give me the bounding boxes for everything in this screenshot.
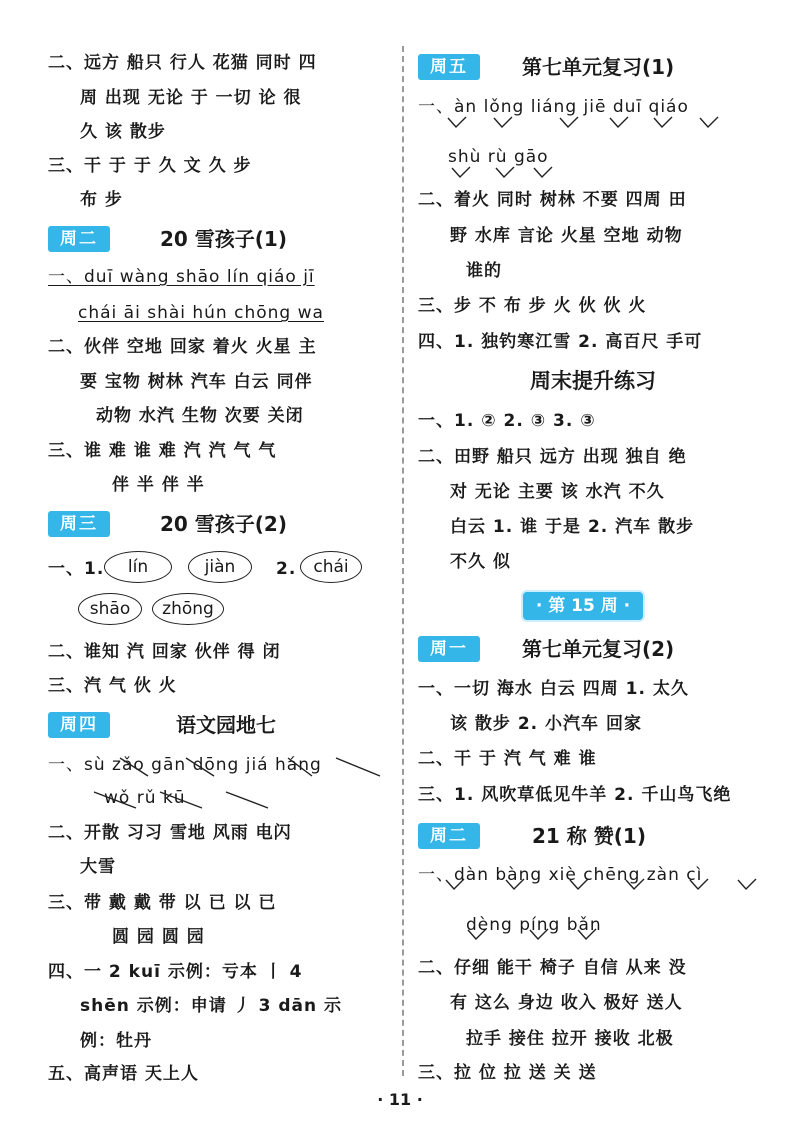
- answer-line: 不久 似: [450, 552, 511, 572]
- page-number: · 11 ·: [377, 1090, 423, 1109]
- answer-line: 白云 1. 谁 于是 2. 汽车 散步: [450, 517, 695, 537]
- day-badge: 周二: [418, 823, 480, 849]
- day-badge: 周三: [48, 511, 110, 537]
- answer-line: 拉手 接住 拉开 接收 北极: [466, 1029, 674, 1049]
- answer-line: 二、干 于 汽 气 难 谁: [418, 749, 597, 769]
- answer-line: 二、谁知 汽 回家 伙伴 得 闭: [48, 642, 281, 662]
- weekend-title: 周末提升练习: [530, 369, 656, 393]
- answer-line: 三、干 于 于 久 文 久 步: [48, 156, 252, 176]
- answer-line: 一、1.: [48, 559, 105, 579]
- pinyin-line: chái āi shài hún chōng wa: [78, 303, 324, 323]
- answer-line: 四、1. 独钓寒江雪 2. 高百尺 手可: [418, 332, 703, 352]
- section-title: 第七单元复习(2): [522, 637, 675, 661]
- answer-line: 一、1. ② 2. ③ 3. ③: [418, 411, 596, 431]
- answer-line: 谁的: [466, 261, 502, 281]
- day-badge: 周四: [48, 712, 110, 738]
- pinyin-line: dèng píng bǎn: [466, 915, 602, 935]
- answer-line: 2.: [276, 559, 297, 579]
- answer-line: shēn 示例：申请 丿 3 dān 示: [80, 996, 343, 1016]
- pinyin-line: 一、duī wàng shāo lín qiáo jī: [48, 267, 315, 287]
- circled-pinyin: shāo: [78, 593, 142, 625]
- answer-line: 动物 水汽 生物 次要 关闭: [96, 406, 304, 426]
- answer-line: 对 无论 主要 该 水汽 不久: [450, 482, 665, 502]
- pinyin-line: 一、sù zǎo gān dōng jiá háng: [48, 755, 322, 775]
- pinyin-line: shù rù gāo: [448, 147, 549, 167]
- pinyin-line: 一、àn lǒng liáng jiē duī qiáo: [418, 97, 689, 117]
- answer-line: 二、仔细 能干 椅子 自信 从来 没: [418, 958, 687, 978]
- circled-pinyin: lín: [104, 551, 172, 583]
- answer-line: 例：牡丹: [80, 1031, 152, 1051]
- answer-line: 三、拉 位 拉 送 关 送: [418, 1063, 597, 1083]
- section-title: 21 称 赞(1): [532, 824, 646, 848]
- answer-line: 二、着火 同时 树林 不要 四周 田: [418, 190, 687, 210]
- answer-line: 大雪: [80, 857, 116, 877]
- section-title: 20 雪孩子(2): [160, 512, 287, 536]
- section-title: 第七单元复习(1): [522, 55, 675, 79]
- answer-line: 二、伙伴 空地 回家 着火 火星 主: [48, 337, 317, 357]
- answer-line: 三、步 不 布 步 火 伙 伙 火: [418, 296, 647, 316]
- answer-line: 伴 半 伴 半: [112, 475, 205, 495]
- section-title: 语文园地七: [176, 713, 276, 737]
- answer-line: 要 宝物 树林 汽车 白云 同伴: [80, 372, 313, 392]
- pinyin-line: 一、dàn bàng xiè chēng zàn cì: [418, 865, 703, 885]
- circled-pinyin: zhōng: [152, 593, 224, 625]
- answer-line: 四、一 2 kuī 示例：亏本 丨 4: [48, 962, 303, 982]
- answer-line: 周 出现 无论 于 一切 论 很: [80, 88, 302, 108]
- answer-line: 二、开散 习习 雪地 风雨 电闪: [48, 823, 292, 843]
- answer-line: 圆 园 圆 园: [112, 927, 205, 947]
- answer-line: 久 该 散步: [80, 122, 166, 142]
- answer-line: 三、汽 气 伙 火: [48, 676, 177, 696]
- day-badge: 周二: [48, 226, 110, 252]
- answer-line: 一、一切 海水 白云 四周 1. 太久: [418, 679, 689, 699]
- day-badge: 周一: [418, 636, 480, 662]
- day-badge: 周五: [418, 54, 480, 80]
- week-banner: · 第 15 周 ·: [523, 592, 643, 620]
- answer-line: 三、谁 难 谁 难 汽 汽 气 气: [48, 441, 277, 461]
- section-title: 20 雪孩子(1): [160, 227, 287, 251]
- answer-line: 二、田野 船只 远方 出现 独自 绝: [418, 447, 687, 467]
- answer-line: 三、带 戴 戴 带 以 已 以 已: [48, 893, 277, 913]
- answer-line: 布 步: [80, 190, 123, 210]
- answer-line: 二、远方 船只 行人 花猫 同时 四: [48, 53, 317, 73]
- pinyin-line: wǒ rǔ kū: [104, 788, 186, 808]
- answer-line: 野 水库 言论 火星 空地 动物: [450, 226, 683, 246]
- answer-line: 五、高声语 天上人: [48, 1064, 199, 1084]
- answer-line: 有 这么 身边 收入 极好 送人: [450, 993, 683, 1013]
- answer-line: 三、1. 风吹草低见牛羊 2. 千山鸟飞绝: [418, 785, 732, 805]
- circled-pinyin: jiàn: [188, 551, 252, 583]
- answer-line: 该 散步 2. 小汽车 回家: [450, 714, 642, 734]
- circled-pinyin: chái: [300, 551, 362, 583]
